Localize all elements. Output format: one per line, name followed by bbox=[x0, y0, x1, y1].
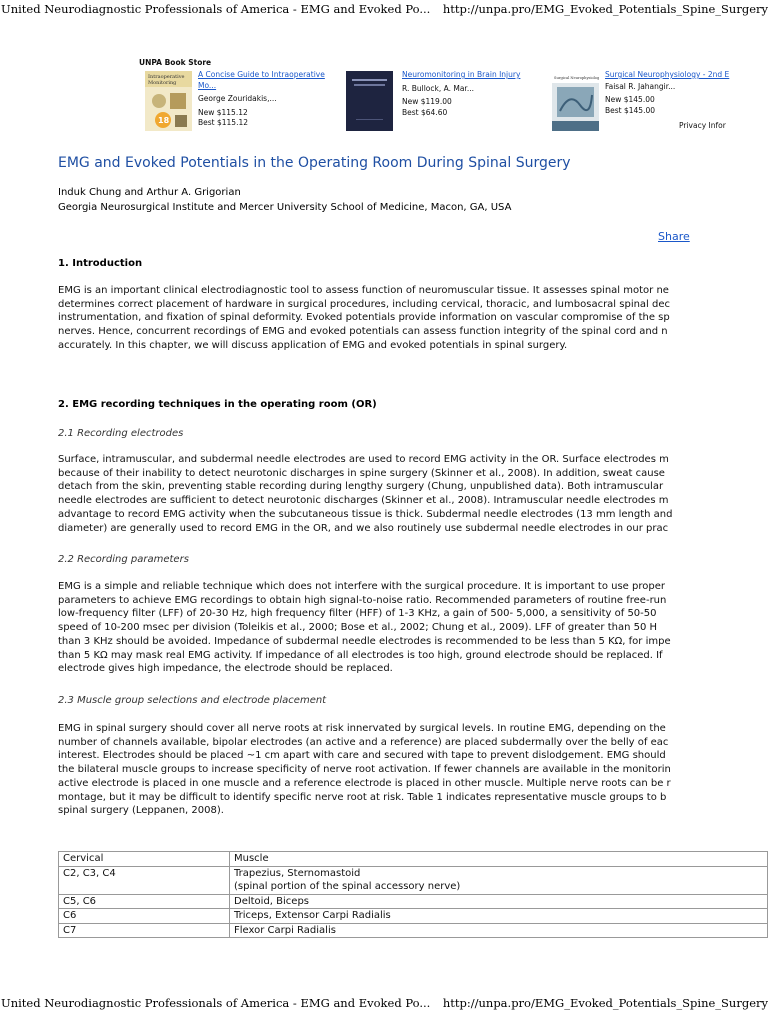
book-cover-title-3: Surgical Neurophysiology bbox=[554, 76, 599, 80]
table-cell: Deltoid, Biceps bbox=[230, 894, 768, 909]
paragraph-recording-parameters bbox=[58, 580, 671, 676]
table-cell: C5, C6 bbox=[59, 894, 230, 909]
table-cell: C7 bbox=[59, 923, 230, 938]
book-author-3: Faisal R. Jahangir... bbox=[605, 81, 676, 91]
paragraph-line: speed of 10-200 msec per division (Toleikis et al., 2000; Bose et al., 2002; Chung et al., 2009). LFF of greater than 50 H bbox=[58, 622, 658, 634]
table-cell bbox=[230, 866, 768, 894]
book-price-best-1: Best $115.12 bbox=[198, 118, 249, 127]
subsection-heading-muscle-groups: 2.3 Muscle group selections and electrode placement bbox=[58, 695, 327, 706]
paragraph-line: nerves. Hence, concurrent recordings of EMG and evoked potentials can assess function integrity of the spinal cord and n bbox=[58, 326, 668, 338]
print-header-title: United Neurodiagnostic Professionals of America - EMG and Evoked Po... bbox=[1, 2, 431, 16]
paragraph-line: than 3 KHz should be avoided. Impedance of subdermal needle electrodes is recommended to be less than 5 KΩ, for impe bbox=[58, 635, 671, 647]
table-cell-line: Trapezius, Sternomastoid bbox=[234, 867, 361, 879]
table-cell: C2, C3, C4 bbox=[59, 866, 230, 894]
paragraph-line: Surface, intramuscular, and subdermal needle electrodes are used to record EMG activity in the OR. Surface electrodes m bbox=[58, 454, 669, 465]
paragraph-line: needle electrodes are sufficient to detect neurotonic discharges (Skinner et al., 2008). Intramuscular needle electrodes m bbox=[58, 495, 669, 507]
paragraph-line: interest. Electrodes should be placed ~1 cm apart with care and secured with tape to prevent dislodgement. EMG should bbox=[58, 750, 666, 762]
paragraph-line: advantage to record EMG activity when the subcutaneous tissue is thick. Subdermal needle electrodes (13 mm length and bbox=[58, 508, 673, 520]
paragraph-line: spinal surgery (Leppanen, 2008). bbox=[58, 805, 224, 817]
book-price-new-3: New $145.00 bbox=[605, 95, 655, 104]
paragraph-line: detach from the skin, preventing stable recording during lengthy surgery (Chung, unpublished data). Both intramuscular bbox=[58, 481, 664, 493]
book-title-link-2[interactable]: Neuromonitoring in Brain Injury bbox=[402, 70, 521, 79]
paragraph-line: EMG is an important clinical electrodiagnostic tool to assess function of neuromuscular tissue. It assesses spinal motor ne bbox=[58, 285, 669, 296]
article-title: EMG and Evoked Potentials in the Operating Room During Spinal Surgery bbox=[58, 155, 571, 171]
subsection-heading-recording-parameters: 2.2 Recording parameters bbox=[58, 554, 189, 565]
book-cover-title-2: Monitoring bbox=[148, 80, 177, 86]
paragraph-line: montage, but it may be difficult to identify specific nerve root at risk. Table 1 indicates representative muscle groups to b bbox=[58, 791, 667, 803]
paragraph-line: EMG is a simple and reliable technique which does not interfere with the surgical procedure. It is important to use proper bbox=[58, 581, 665, 592]
table-row bbox=[59, 894, 768, 909]
paragraph-line: the bilateral muscle groups to increase specificity of nerve root activation. If fewer channels are available in the monitorin bbox=[58, 764, 671, 776]
paragraph-line: instrumentation, and fixation of spinal deformity. Evoked potentials provide information on vascular compromise of the sp bbox=[58, 312, 670, 324]
section-heading-introduction: 1. Introduction bbox=[58, 258, 143, 269]
book-price-new-1: New $115.12 bbox=[198, 107, 248, 117]
article-affiliation: Georgia Neurosurgical Institute and Mercer University School of Medicine, Macon, GA, USA bbox=[58, 202, 512, 213]
print-footer-title: United Neurodiagnostic Professionals of America - EMG and Evoked Po... bbox=[1, 996, 431, 1010]
paragraph-line: diameter) are generally used to record EMG in the OR, and we also routinely use subdermal needle electrodes in our prac bbox=[58, 522, 669, 534]
book-author-2: R. Bullock, A. Mar... bbox=[402, 83, 474, 93]
print-footer-url: http://unpa.pro/EMG_Evoked_Potentials_Spine_Surgery bbox=[442, 996, 768, 1010]
book-title-link-1b[interactable]: Mo... bbox=[198, 80, 217, 90]
print-footer bbox=[0, 994, 768, 1014]
table-row bbox=[59, 866, 768, 894]
book-price-best-3: Best $145.00 bbox=[605, 105, 656, 115]
table-row bbox=[59, 909, 768, 924]
paragraph-line: electrode gives high impedance, the electrode should be replaced. bbox=[58, 663, 393, 675]
table-cell: Flexor Carpi Radialis bbox=[230, 923, 768, 938]
book-title-link-3[interactable]: Surgical Neurophysiology - 2nd E bbox=[605, 70, 730, 79]
bookstore-title: UNPA Book Store bbox=[139, 58, 212, 67]
table-cell-line: (spinal portion of the spinal accessory nerve) bbox=[234, 881, 461, 892]
article-content bbox=[58, 0, 768, 994]
article-authors: Induk Chung and Arthur A. Grigorian bbox=[58, 187, 241, 198]
book-title-link-1[interactable]: A Concise Guide to Intraoperative bbox=[198, 70, 325, 79]
book-price-best-2: Best $64.60 bbox=[402, 107, 448, 117]
paragraph-line: EMG in spinal surgery should cover all nerve roots at risk innervated by surgical levels. In routine EMG, depending on the bbox=[58, 723, 666, 734]
table-header-cell: Muscle bbox=[230, 852, 768, 867]
muscle-group-table bbox=[58, 851, 768, 938]
paragraph-line: number of channels available, bipolar electrodes (an active and a reference) are placed subdermally over the belly of eac bbox=[58, 736, 669, 748]
section-heading-emg-recording: 2. EMG recording techniques in the operating room (OR) bbox=[58, 399, 377, 410]
paragraph-line: parameters to achieve EMG recordings to obtain high signal-to-noise ratio. Recommended parameters of routine free-run bbox=[58, 594, 667, 606]
table-header-cell: Cervical bbox=[59, 852, 230, 867]
table-row bbox=[59, 923, 768, 938]
book-cover-title-1: Intraoperative bbox=[148, 74, 185, 80]
table-header-row bbox=[59, 852, 768, 867]
paragraph-line: because of their inability to detect neurotonic discharges in spine surgery (Skinner et al., 2008). In addition, sweat cause bbox=[58, 467, 665, 479]
paragraph-line: active electrode is placed in one muscle and a reference electrode is placed in other muscle. Multiple nerve roots can be r bbox=[58, 777, 671, 789]
subsection-heading-recording-electrodes: 2.1 Recording electrodes bbox=[58, 428, 184, 439]
paragraph-line: accurately. In this chapter, we will discuss application of EMG and evoked potentials in spinal surgery. bbox=[58, 339, 568, 351]
paragraph-muscle-groups bbox=[58, 722, 671, 818]
paragraph-line: than 5 KΩ may mask real EMG activity. If impedance of all electrodes is too high, ground electrode should be replaced. If bbox=[58, 649, 663, 661]
paragraph-introduction bbox=[58, 284, 670, 353]
paragraph-recording-electrodes bbox=[58, 453, 673, 535]
table-cell: C6 bbox=[59, 909, 230, 924]
print-header-url: http://unpa.pro/EMG_Evoked_Potentials_Spine_Surgery bbox=[442, 2, 768, 16]
svg-text:18: 18 bbox=[158, 116, 170, 125]
share-link[interactable]: Share bbox=[658, 230, 690, 243]
book-price-new-2: New $119.00 bbox=[402, 97, 452, 106]
privacy-info-link[interactable]: Privacy Infor bbox=[679, 121, 726, 130]
table-cell: Triceps, Extensor Carpi Radialis bbox=[230, 909, 768, 924]
paragraph-line: low-frequency filter (LFF) of 20-30 Hz, high frequency filter (HFF) of 1-3 KHz, a gain of 500- 5,000, a sensitivity of 50-50 bbox=[58, 608, 657, 620]
book-author-1: George Zouridakis,... bbox=[198, 94, 277, 103]
paragraph-line: determines correct placement of hardware in surgical procedures, including cervical, thoracic, and lumbosacral spinal dec bbox=[58, 298, 671, 310]
